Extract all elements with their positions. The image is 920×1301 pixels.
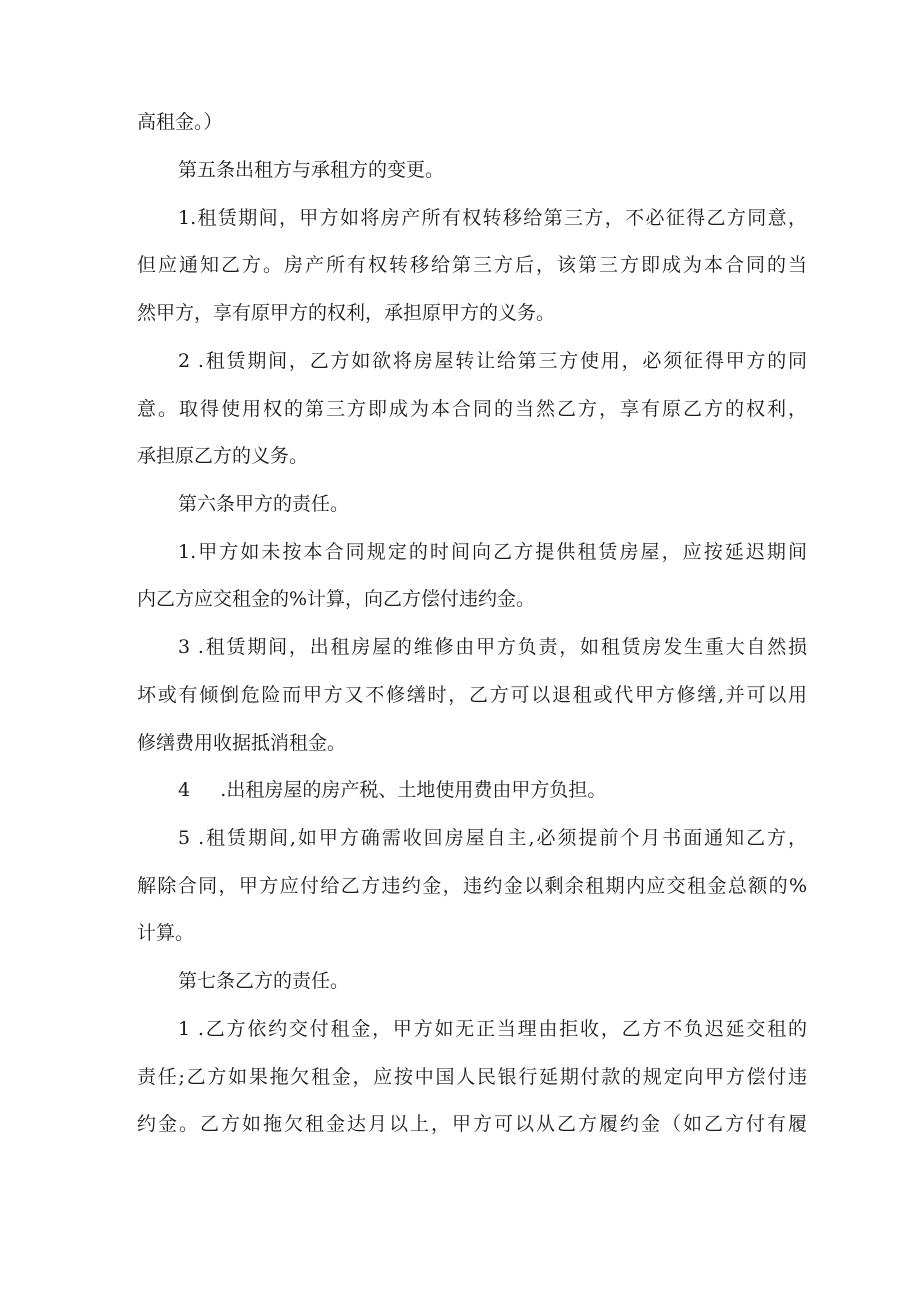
text-line: 高租金。）	[137, 111, 223, 133]
text-line: 1 .乙方依约交付租金，甲方如无正当理由拒收，乙方不负迟延交租的	[178, 1018, 807, 1040]
text-line: 1.甲方如未按本合同规定的时间向乙方提供租赁房屋，应按延迟期间	[178, 541, 807, 563]
text-line: 约金。乙方如拖欠租金达月以上，甲方可以从乙方履约金（如乙方付有履	[137, 1113, 807, 1135]
text-line: 然甲方，享有原甲方的权利，承担原甲方的义务。	[137, 302, 556, 324]
text-line: 责任;乙方如果拖欠租金，应按中国人民银行延期付款的规定向甲方偿付违	[137, 1066, 807, 1088]
text-line: 但应通知乙方。房产所有权转移给第三方后，该第三方即成为本合同的当	[137, 254, 807, 276]
text-line: 1.租赁期间，甲方如将房产所有权转移给第三方，不必征得乙方同意，	[178, 207, 807, 229]
text-line: 解除合同，甲方应付给乙方违约金，违约金以剩余租期内应交租金总额的%	[137, 875, 807, 897]
text-line: 意。取得使用权的第三方即成为本合同的当然乙方，享有原乙方的权利，	[137, 398, 807, 420]
text-line: 2 .租赁期间，乙方如欲将房屋转让给第三方使用，必须征得甲方的同	[178, 350, 807, 372]
text-line: 5 .租赁期间,如甲方确需收回房屋自主,必须提前个月书面通知乙方，	[178, 827, 807, 849]
text-line: 3 .租赁期间，出租房屋的维修由甲方负责，如租赁房发生重大自然损	[178, 636, 807, 658]
section-heading: 第五条出租方与承租方的变更。	[178, 159, 445, 181]
section-heading: 第七条乙方的责任。	[178, 970, 350, 992]
text-line: 内乙方应交租金的%计算，向乙方偿付违约金。	[137, 588, 536, 610]
text-line: 4 .出租房屋的房产税、土地使用费由甲方负担。	[178, 779, 607, 801]
text-line: 承担原乙方的义务。	[137, 445, 309, 467]
text-line: 修缮费用收据抵消租金。	[137, 732, 347, 754]
section-heading: 第六条甲方的责任。	[178, 493, 350, 515]
text-line: 坏或有倾倒危险而甲方又不修缮时，乙方可以退租或代甲方修缮,并可以用	[137, 684, 807, 706]
text-line: 计算。	[137, 922, 195, 944]
